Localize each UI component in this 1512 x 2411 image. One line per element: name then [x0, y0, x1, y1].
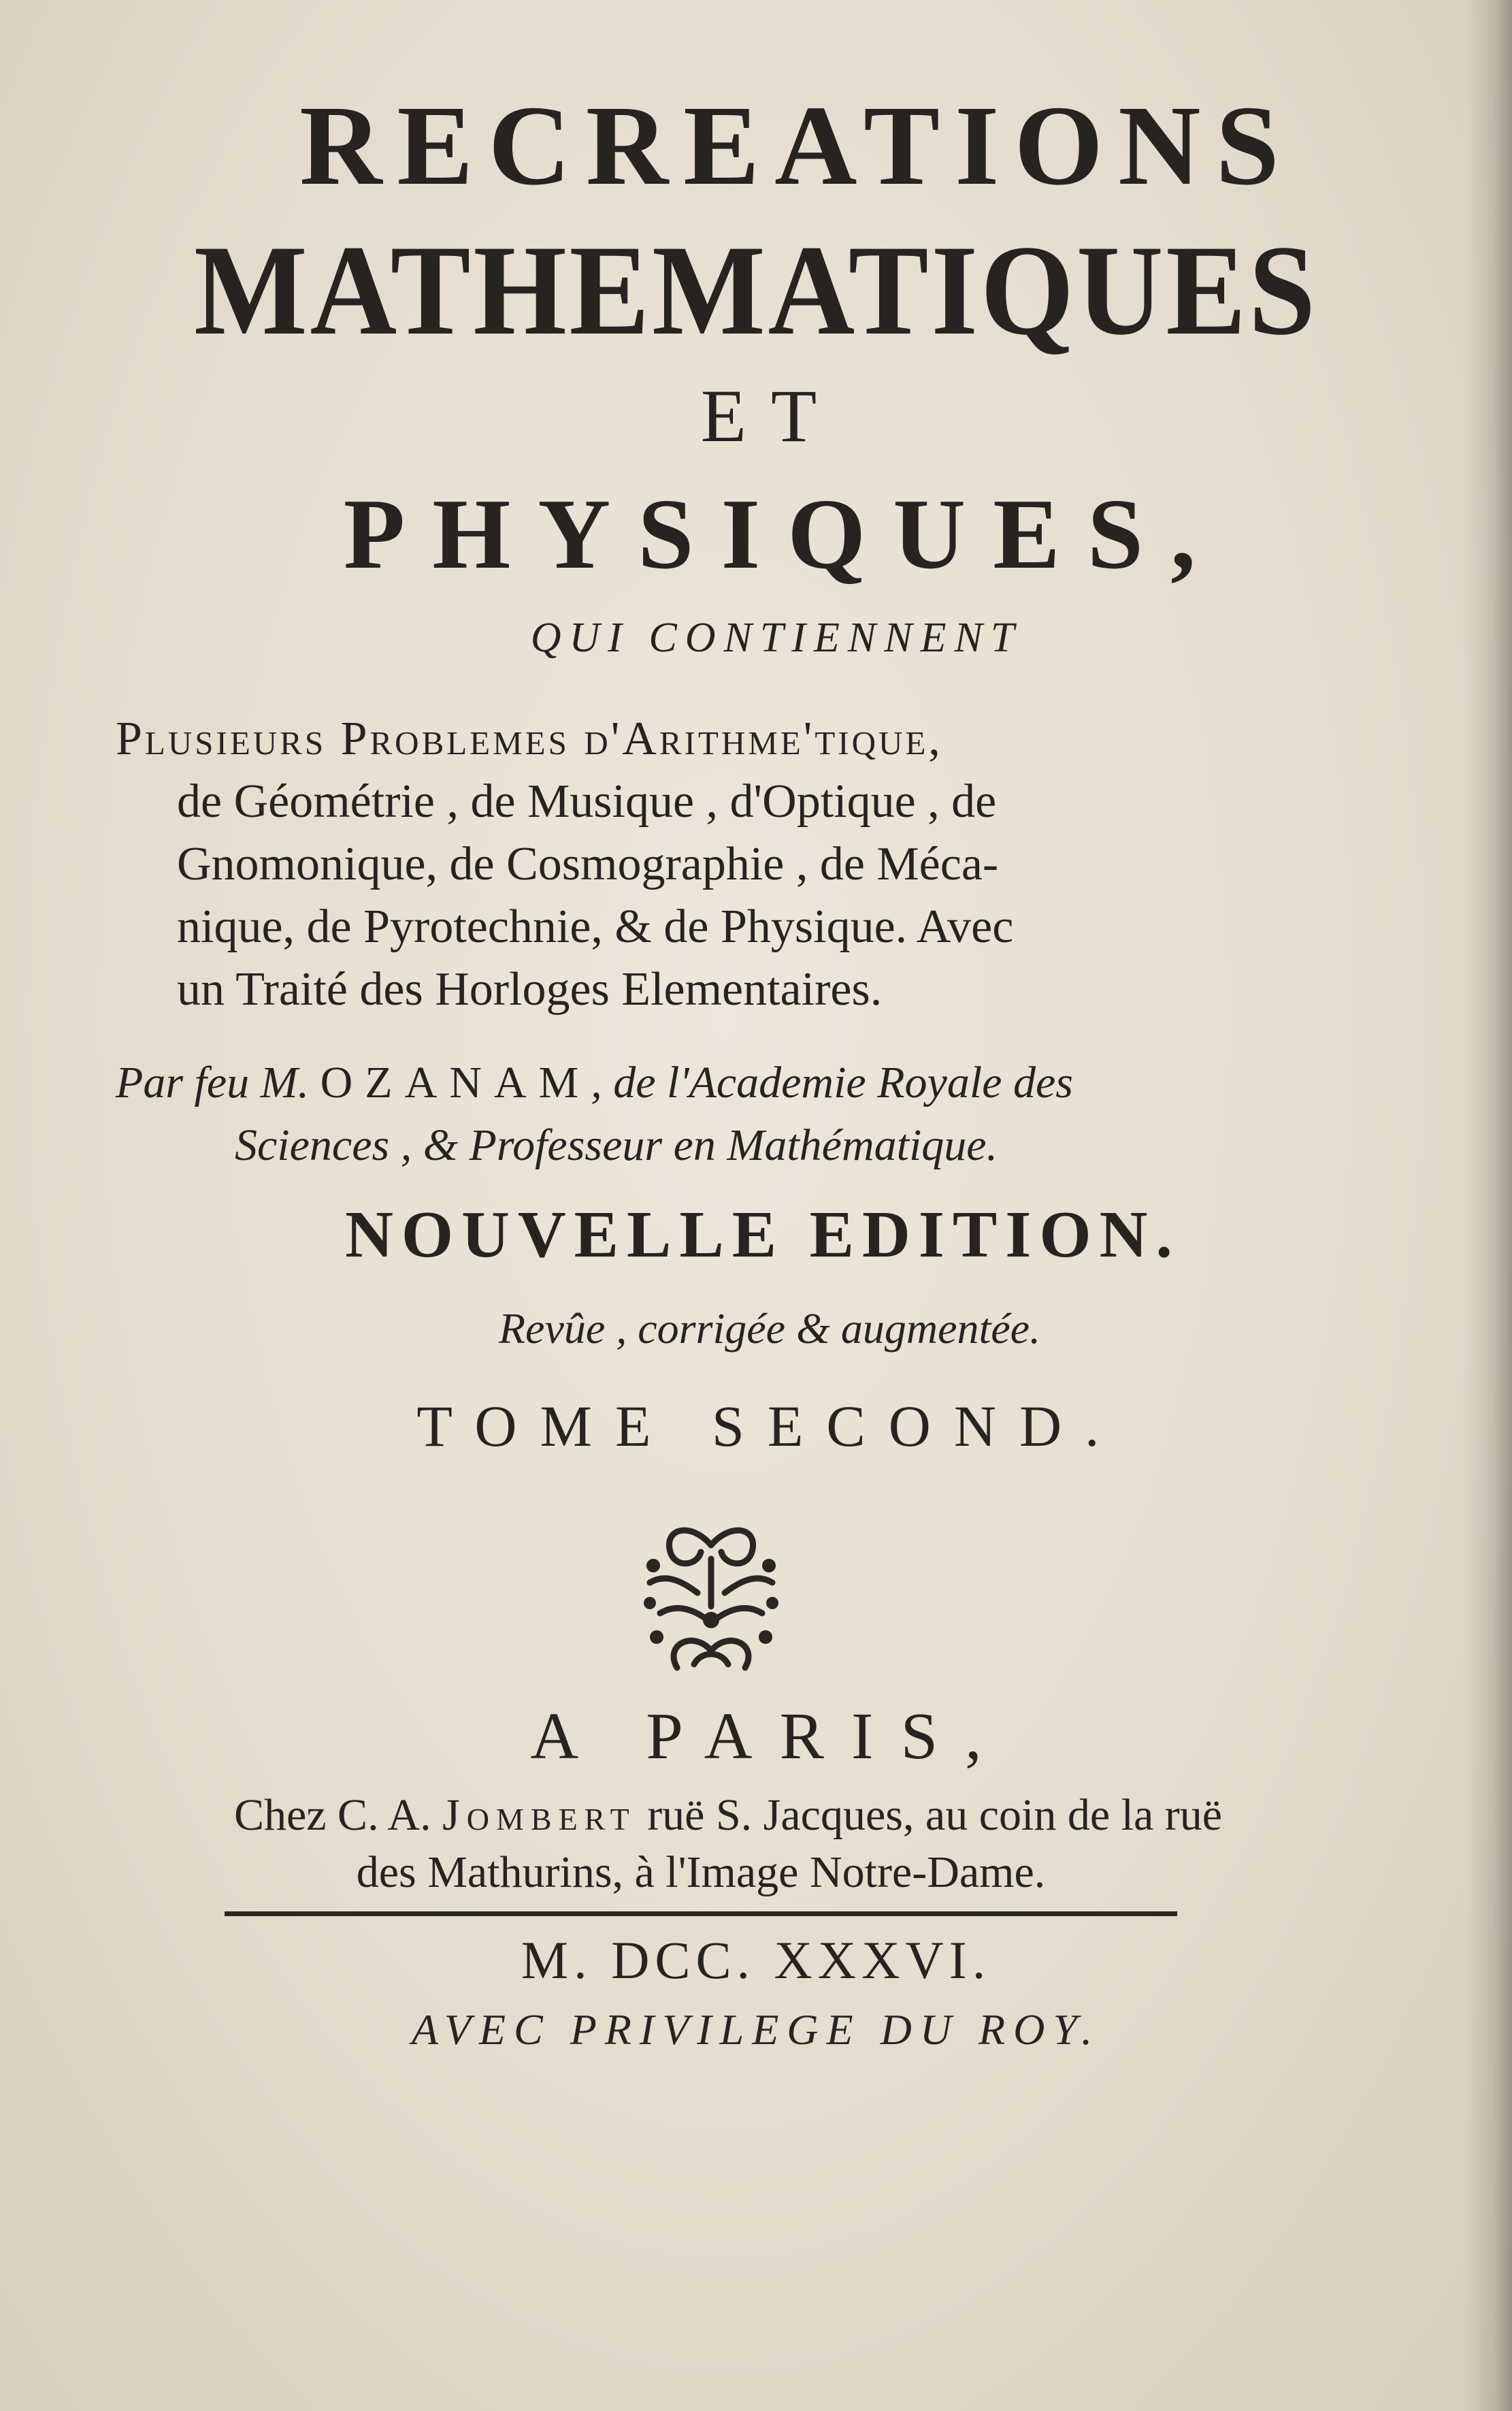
fleuron-ornament-icon: [636, 1518, 786, 1681]
author-name: OZANAM: [320, 1058, 591, 1107]
imprint-city: A PARIS,: [530, 1700, 1009, 1773]
title-line-recreations: RECREATIONS: [299, 82, 1294, 209]
contents-lead: Plusieurs Problemes d'Arithme'tique,: [116, 713, 943, 765]
imprint-line-1: [116, 1787, 1341, 1844]
subtitle: QUI CONTIENNENT: [530, 615, 1023, 661]
title-line-mathematiques: MATHEMATIQUES: [194, 219, 1318, 362]
imprint-publisher: Jombert: [442, 1790, 636, 1840]
contents-line: un Traité des Horloges Elementaires.: [177, 963, 883, 1016]
volume-statement: TOME SECOND.: [416, 1393, 1123, 1459]
contents-paragraph: [116, 708, 1354, 1021]
imprint-rule: [225, 1911, 1177, 1916]
author-statement: [116, 1052, 1354, 1177]
author-suffix: , de l'Academie Royale des: [591, 1058, 1073, 1107]
contents-line: de Géométrie , de Musique , d'Optique , de: [177, 775, 997, 828]
author-prefix: Par feu M.: [116, 1058, 310, 1107]
imprint-address-2: des Mathurins, à l'Image Notre-Dame.: [356, 1847, 1046, 1897]
contents-line: nique, de Pyrotechnie, & de Physique. Avec: [177, 901, 1014, 953]
imprint-block: [116, 1787, 1341, 1901]
publication-year: M. DCC. XXXVI.: [521, 1930, 991, 1990]
author-line-2: Sciences , & Professeur en Mathématique.: [235, 1120, 998, 1170]
imprint-address-1: ruë S. Jacques, au coin de la ruë: [647, 1790, 1223, 1840]
revision-statement: Revûe , corrigée & augmentée.: [498, 1304, 1041, 1353]
imprint-chez: Chez C. A.: [233, 1790, 431, 1840]
contents-line: Gnomonique, de Cosmographie , de Méca-: [177, 838, 999, 890]
edition-statement: NOUVELLE EDITION.: [345, 1198, 1181, 1272]
title-line-et: ET: [700, 374, 842, 457]
title-line-physiques: PHYSIQUES,: [343, 479, 1223, 590]
privilege-statement: AVEC PRIVILEGE DU ROY.: [411, 2005, 1101, 2054]
